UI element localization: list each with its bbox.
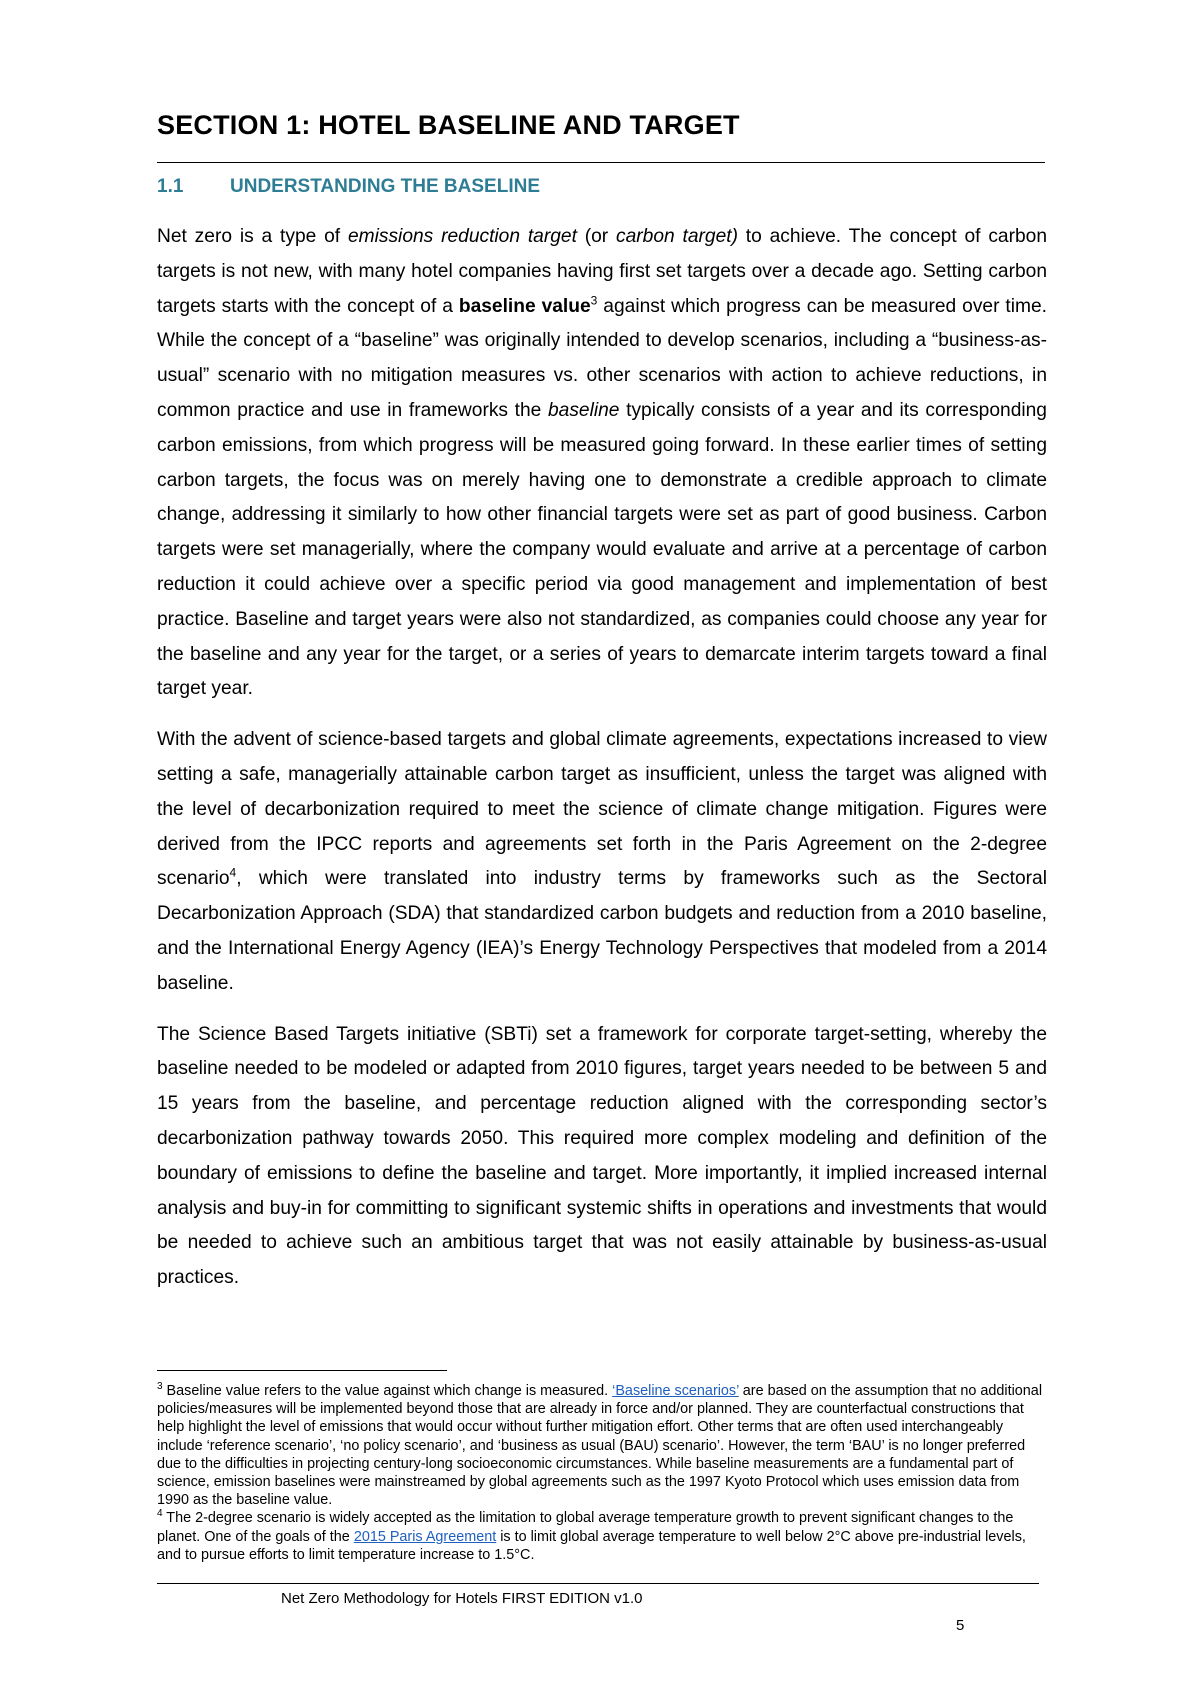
section-title: SECTION 1: HOTEL BASELINE AND TARGET [157, 110, 740, 140]
footnote-marker: 3 [157, 1381, 163, 1393]
footer-text: Net Zero Methodology for Hotels FIRST EDITION v1.0 [281, 1590, 643, 1607]
title-divider [157, 162, 1045, 163]
page-number: 5 [956, 1617, 965, 1634]
body-text [157, 220, 1047, 1312]
footer-divider [157, 1583, 1039, 1584]
footnote-separator [157, 1370, 447, 1371]
footnote-4: $^4$ The 2-degree scenario is widely accepted as the limitation to global average temperature growth to prevent significant changes to the planet. One of the goals of the 2015 Paris Agreement is to limit global average temperature to well below 2°C above pre-industrial levels, and to pursue efforts to limit temperature increase to 1.5°C. [157, 1508, 1026, 1563]
footnote-ref-3[interactable]: 3 [590, 293, 598, 308]
subsection-number: 1.1 [157, 176, 184, 197]
footnote-marker: 4 [157, 1508, 163, 1520]
footnotes [157, 1382, 1047, 1564]
paragraph-3: The Science Based Targets initiative (SBTi) set a framework for corporate target-setting, whereby the baseline needed to be modeled or adapted from 2010 figures, target years needed to be between 5 and 15 years from the baseline, and percentage reduction aligned with the corresponding sector’s decarbonization pathway towards 2050. This required more complex modeling and definition of the boundary of emissions to define the baseline and target. More importantly, it implied increased internal analysis and buy-in for committing to significant systemic shifts in operations and investments that would be needed to achieve such an ambitious target that was not easily attainable by business-as-usual practices. [157, 1023, 1047, 1289]
paris-agreement-link[interactable]: 2015 Paris Agreement [353, 1528, 497, 1545]
paragraph-2: With the advent of science-based targets and global climate agreements, expectations increased to view setting a safe, managerially attainable carbon target as insufficient, unless the target was aligned with the level of decarbonization required to meet the science of climate change mitigation. Figures were derived from the IPCC reports and agreements set forth in the Paris Agreement on the 2-degree scenario$^4$, which were translated into industry terms by frameworks such as the Sectoral Decarbonization Approach (SDA) that standardized carbon budgets and reduction from a 2010 baseline, and the International Energy Agency (IEA)’s Energy Technology Perspectives that modeled from a 2014 baseline. [157, 729, 1047, 994]
paragraph-1: Net zero is a type of emissions reduction target (or carbon target) to achieve. The concept of carbon targets is not new, with many hotel companies having first set targets over a decade ago. Setting carbon targets starts with the concept of a baseline value$^3$ against which progress can be measured over time. While the concept of a “baseline” was originally intended to develop scenarios, including a “business-as-usual” scenario with no mitigation measures vs. other scenarios with action to achieve reductions, in common practice and use in frameworks the baseline typically consists of a year and its corresponding carbon emissions, from which progress will be measured going forward. In these earlier times of setting carbon targets, the focus was on merely having one to demonstrate a credible approach to climate change, addressing it similarly to how other financial targets were set as part of good business. Carbon targets were set managerially, where the company would evaluate and arrive at a percentage of carbon reduction it could achieve over a specific period via good management and implementation of best practice. Baseline and target years were also not standardized, as companies could choose any year for the baseline and any year for the target, or a series of years to demarcate interim targets toward a final target year. [157, 226, 1048, 700]
footnote-ref-4[interactable]: 4 [229, 865, 237, 880]
baseline-scenarios-link[interactable]: ‘Baseline scenarios’ [612, 1383, 739, 1399]
subsection-title: UNDERSTANDING THE BASELINE [230, 176, 540, 197]
subsection-heading [157, 176, 540, 198]
footnote-3: $^3$ Baseline value refers to the value against which change is measured. ‘Baseline scenarios’ are based on the assumption that no additional policies/measures will be implemented beyond those that are already in force and/or planned. They are counterfactual constructions that help highlight the level of emissions that would occur without further mitigation effort. Other terms that are often used interchangeably include ‘reference scenario’, ‘no policy scenario’, and ‘business as usual (BAU) scenario’. However, the term ‘BAU’ is no longer preferred due to the difficulties in projecting century-long socioeconomic circumstances. While baseline measurements are a fundamental part of science, emission baselines were mainstreamed by global agreements such as the 1997 Kyoto Protocol which uses emission data from 1990 as the baseline value. [157, 1381, 1043, 1509]
